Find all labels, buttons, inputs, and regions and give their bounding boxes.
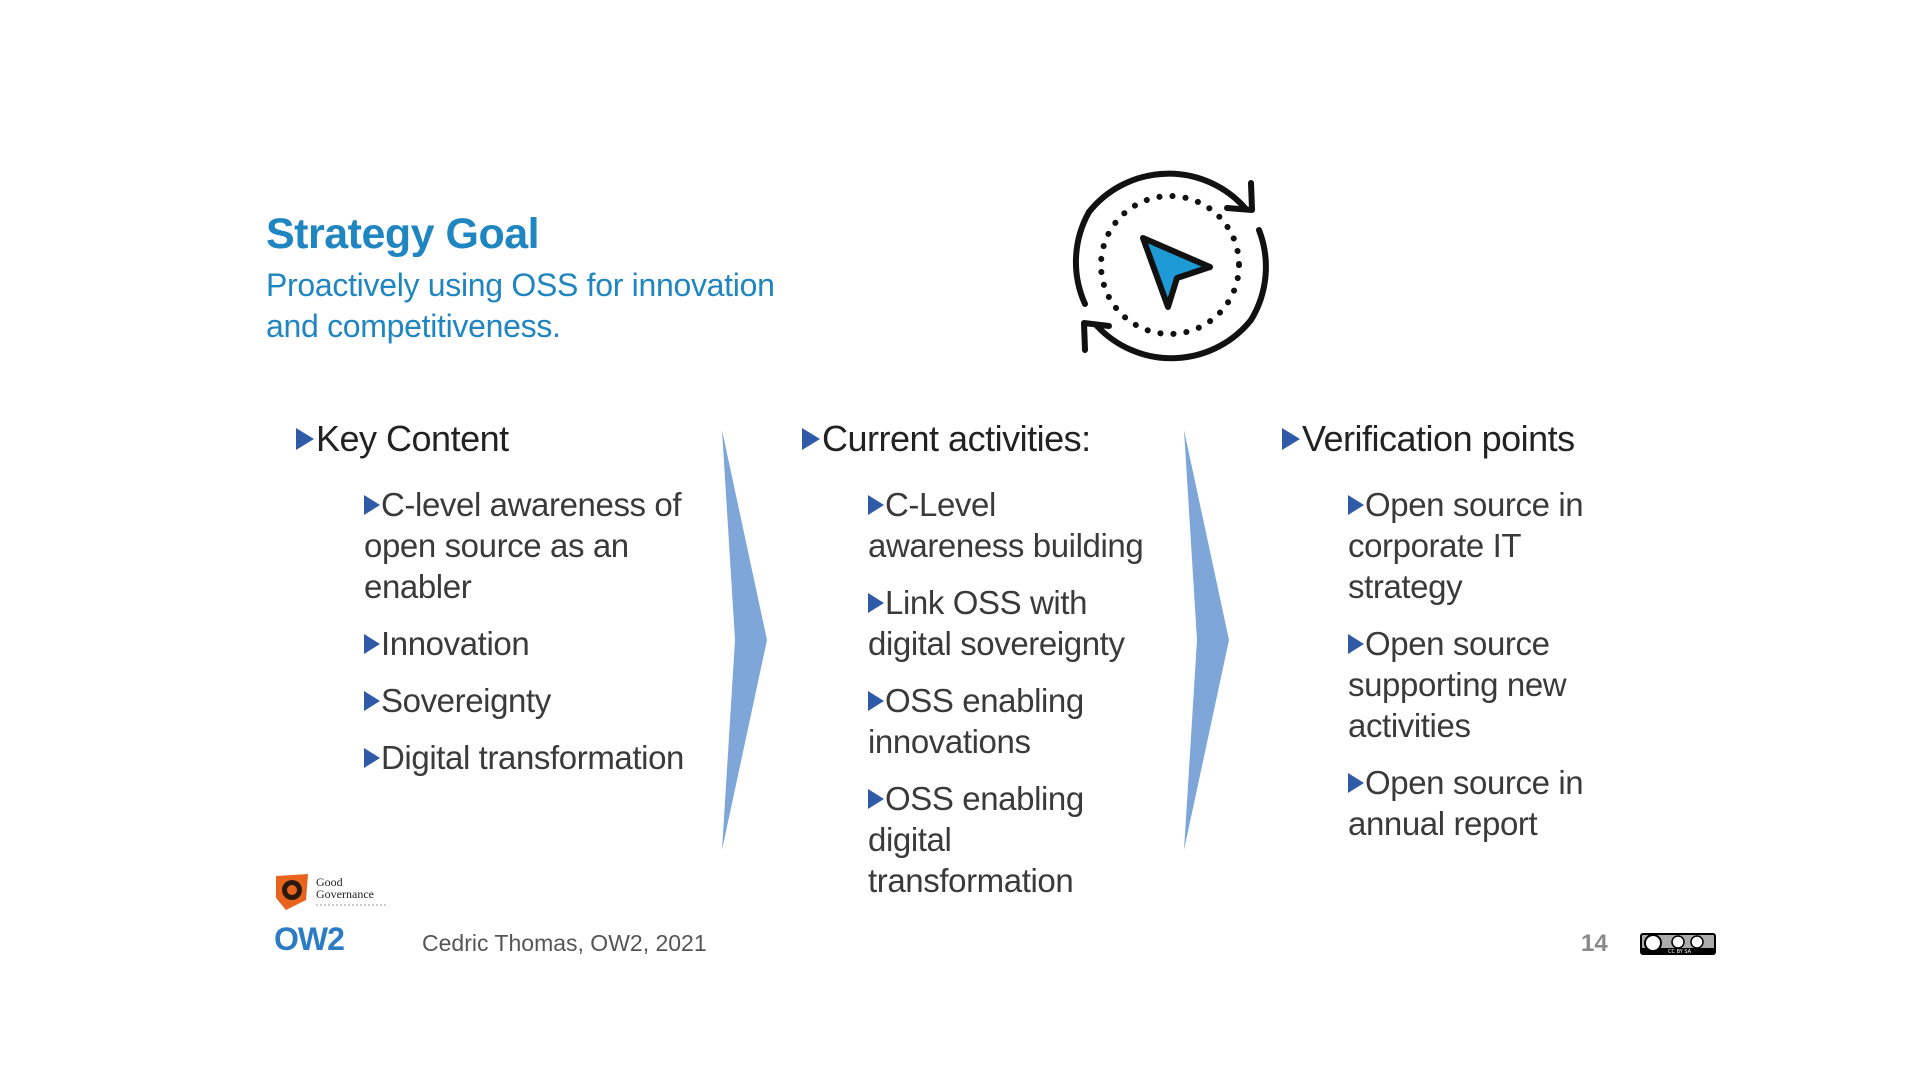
- bullet-triangle-icon: [364, 748, 380, 768]
- bullet-triangle-icon: [868, 691, 884, 711]
- chevron-right-icon: [722, 430, 767, 850]
- column-heading: [1282, 418, 1575, 460]
- footer-author: Cedric Thomas, OW2, 2021: [422, 930, 707, 956]
- column-heading-label: Current activities:: [822, 418, 1091, 459]
- bullet-triangle-icon: [802, 428, 820, 450]
- list-item: Digital transformation: [364, 737, 684, 778]
- list-item: OSS enabling innovations: [868, 682, 1084, 760]
- list-item: Open source supporting new activities: [1348, 625, 1567, 744]
- current-activities-list: [868, 484, 1153, 917]
- svg-text:OW2: OW2: [274, 922, 344, 954]
- page-number: 14: [1581, 930, 1608, 957]
- column-heading-label: Verification points: [1302, 418, 1575, 459]
- bullet-triangle-icon: [364, 691, 380, 711]
- column-heading: [296, 418, 509, 460]
- good-governance-logo: [272, 870, 392, 912]
- list-item: Innovation: [364, 623, 684, 664]
- column-key-content: [296, 418, 509, 460]
- bullet-triangle-icon: [868, 789, 884, 809]
- refresh-cursor-icon: [1055, 150, 1285, 380]
- cc-license-badge: [1640, 933, 1716, 955]
- bullet-triangle-icon: [1348, 773, 1364, 793]
- bullet-triangle-icon: [364, 634, 380, 654]
- svg-text:CC BY SA: CC BY SA: [1668, 949, 1692, 955]
- bullet-triangle-icon: [1348, 495, 1364, 515]
- key-content-list: [364, 484, 684, 794]
- list-item: Sovereignty: [364, 680, 684, 721]
- column-heading: [802, 418, 1091, 460]
- list-item: Link OSS with digital sovereignty: [868, 584, 1125, 662]
- list-item: OSS enabling digital transformation: [868, 780, 1084, 899]
- column-current-activities: [802, 418, 1091, 460]
- list-item: C-Level awareness building: [868, 486, 1144, 564]
- list-item: C-level awareness of open source as an enabler: [364, 486, 682, 605]
- svg-text:Good: Good: [316, 875, 343, 889]
- bullet-triangle-icon: [1348, 634, 1364, 654]
- bullet-triangle-icon: [868, 495, 884, 515]
- svg-text:Governance: Governance: [316, 887, 374, 901]
- column-verification-points: [1282, 418, 1575, 460]
- slide-subtitle: Proactively using OSS for innovation and competitiveness.: [266, 267, 775, 344]
- bullet-triangle-icon: [364, 495, 380, 515]
- bullet-triangle-icon: [868, 593, 884, 613]
- slide-title: Strategy Goal: [266, 210, 540, 258]
- list-item: Open source in annual report: [1348, 764, 1584, 842]
- bullet-triangle-icon: [296, 428, 314, 450]
- column-heading-label: Key Content: [316, 418, 509, 459]
- chevron-right-icon: [1184, 430, 1229, 850]
- bullet-triangle-icon: [1282, 428, 1300, 450]
- verification-points-list: [1348, 484, 1638, 860]
- ow2-logo: [272, 922, 382, 954]
- list-item: Open source in corporate IT strategy: [1348, 486, 1584, 605]
